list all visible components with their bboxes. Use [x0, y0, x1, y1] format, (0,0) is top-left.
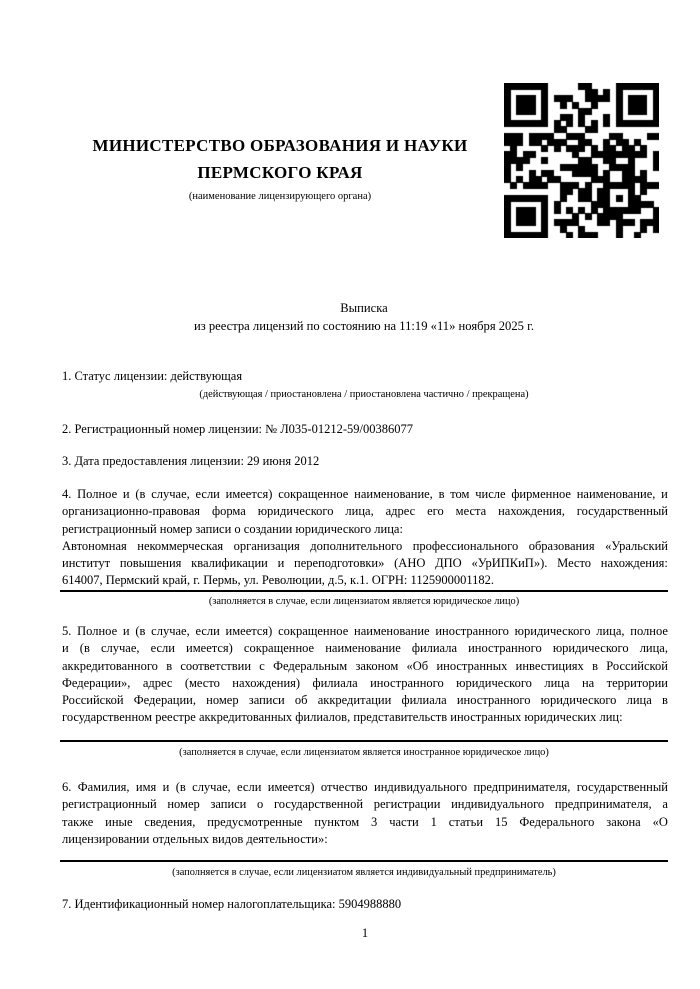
- document-title-line1: Выписка: [340, 301, 388, 315]
- qr-code: [504, 83, 659, 238]
- document-title-line2: из реестра лицензий по состоянию на 11:19 «11» ноября 2025 г.: [193, 318, 534, 333]
- word: если: [195, 487, 220, 501]
- word: 3: [371, 814, 378, 829]
- word: Полное: [77, 624, 118, 638]
- text-line: [62, 779, 668, 796]
- item-6-caption: (заполняется в случае, если лицензиатом является индивидуальный предприниматель): [172, 867, 556, 878]
- word: в: [592, 658, 598, 673]
- word: Федеральным: [273, 658, 348, 673]
- word: «Уральский: [605, 538, 668, 553]
- word: пунктом: [314, 814, 360, 829]
- word: также: [62, 814, 94, 829]
- word: «О: [652, 814, 668, 829]
- answer-underline: [60, 860, 668, 862]
- word: иностранного: [435, 624, 509, 638]
- word: (в: [135, 487, 146, 501]
- word: иностранного: [370, 675, 444, 690]
- word: о: [257, 797, 264, 812]
- word: лица,: [639, 641, 668, 656]
- word: лица: [544, 675, 570, 690]
- word: наименование: [354, 624, 430, 638]
- word: юридического: [540, 693, 617, 708]
- word: и: [661, 487, 668, 501]
- word: и: [277, 556, 285, 571]
- word: наименование,: [354, 487, 433, 501]
- word: имеется): [267, 780, 315, 794]
- word: записи: [210, 797, 247, 812]
- word: на: [581, 675, 595, 690]
- text-line: 1. Статус лицензии: действующая: [62, 369, 243, 383]
- word: лица,: [345, 504, 374, 519]
- word: сокращенное: [278, 487, 349, 501]
- word: ДПО: [435, 556, 462, 571]
- word: соответствии: [180, 658, 252, 673]
- word: дополнительного: [310, 538, 403, 553]
- word: имеется): [186, 641, 233, 656]
- ministry-name-line1: МИНИСТЕРСТВО ОБРАЗОВАНИЯ И НАУКИ: [92, 136, 468, 155]
- item-2-registration-number: [62, 421, 668, 438]
- word: 1: [430, 814, 437, 829]
- word: регистрации: [373, 797, 441, 812]
- word: в: [166, 658, 173, 673]
- word: Федерального: [519, 814, 595, 829]
- word: филиала: [411, 641, 458, 656]
- word: филиала: [401, 693, 447, 708]
- word: законом: [355, 658, 399, 673]
- word: предпринимателя,: [554, 797, 652, 812]
- word: его: [427, 504, 444, 519]
- word: форма: [211, 504, 246, 519]
- word: случае,: [151, 624, 190, 638]
- word: предпринимателя,: [473, 780, 571, 794]
- text-line: регистрационный номер записи о создании юридического лица:: [62, 521, 403, 536]
- word: иностранных: [436, 658, 508, 673]
- word: том: [450, 487, 470, 501]
- text-line: [62, 538, 668, 555]
- text-line: [62, 796, 668, 813]
- word: номер: [206, 693, 239, 708]
- text-line: государственном реестре аккредитованных филиалов, представительств иностранных юридических лиц:: [62, 710, 623, 725]
- word: повышения: [119, 556, 182, 571]
- word: имеется): [225, 487, 273, 501]
- text-line: [62, 692, 668, 709]
- word: квалификации: [191, 556, 268, 571]
- word: организация: [233, 538, 300, 553]
- word: числе: [475, 487, 506, 501]
- text-line: 7. Идентификационный номер налогоплательщика: 5904988880: [62, 897, 402, 911]
- word: государственной: [273, 797, 364, 812]
- word: сокращенное: [243, 641, 315, 656]
- text-line: [62, 555, 668, 572]
- qr-code-image: [504, 83, 659, 238]
- answer-underline: [60, 590, 668, 592]
- word: аккредитованного: [62, 658, 158, 673]
- word: «Об: [406, 658, 429, 673]
- word: статьи: [448, 814, 484, 829]
- item-7-taxpayer-id: [62, 896, 668, 913]
- word: (в: [135, 624, 146, 638]
- word: места: [455, 504, 487, 519]
- word: Место: [557, 556, 592, 571]
- text-line: [62, 814, 668, 831]
- word: закона: [606, 814, 641, 829]
- word: и: [62, 641, 69, 656]
- word: (в: [175, 780, 186, 794]
- item-3-grant-date: [62, 453, 668, 470]
- word: (АНО: [394, 556, 426, 571]
- word: и: [122, 487, 130, 501]
- word: инвестициях: [515, 658, 584, 673]
- word: Фамилия,: [77, 780, 130, 794]
- word: лица,: [596, 624, 625, 638]
- word: об: [294, 693, 308, 708]
- word: записи: [248, 693, 285, 708]
- word: государственный: [576, 780, 668, 794]
- word: случае,: [192, 780, 231, 794]
- word: и: [122, 624, 130, 638]
- word: Федерации,: [133, 693, 196, 708]
- word: лица: [626, 693, 652, 708]
- text-line: 3. Дата предоставления лицензии: 29 июня 2012: [62, 454, 320, 468]
- word: 15: [494, 814, 508, 829]
- item-1-caption: (действующая / приостановлена / приостановлена частично / прекращена): [199, 389, 529, 400]
- word: Российской: [62, 693, 124, 708]
- word: в: [661, 693, 668, 708]
- word: Федерации»,: [62, 675, 131, 690]
- word: наименование,: [576, 487, 656, 501]
- word: если: [195, 624, 220, 638]
- text-line: [62, 675, 668, 692]
- word: наименование: [325, 641, 401, 656]
- text-line: 614007, Пермский край, г. Пермь, ул. Революции, д.5, к.1. ОГРН: 1125900001182.: [62, 573, 494, 588]
- word: нахождения:: [600, 556, 668, 571]
- word: юридического: [552, 641, 629, 656]
- word: территории: [606, 675, 668, 690]
- word: образования: [528, 538, 595, 553]
- text-line: [62, 503, 668, 520]
- word: юридического: [456, 675, 532, 690]
- word: институт: [62, 556, 111, 571]
- word: в: [438, 487, 445, 501]
- word: и: [162, 780, 170, 794]
- word: индивидуального: [374, 780, 468, 794]
- word: случае,: [100, 641, 140, 656]
- word: отчество: [320, 780, 368, 794]
- word: нахождения): [232, 675, 301, 690]
- word: сокращенное: [278, 624, 349, 638]
- item-4-legal-entity: [62, 486, 668, 590]
- word: Полное: [77, 487, 118, 501]
- item-5-caption: (заполняется в случае, если лицензиатом является иностранное юридическое лицо): [179, 747, 549, 758]
- word: аккредитации: [317, 693, 392, 708]
- word: переподготовки»: [294, 556, 385, 571]
- word: (в: [79, 641, 90, 656]
- word: имя: [135, 780, 157, 794]
- text-line: [62, 623, 668, 640]
- word: (место: [184, 675, 220, 690]
- licensing-authority-header: [35, 132, 525, 203]
- word: иностранного: [456, 693, 531, 708]
- word: юридического: [514, 624, 591, 638]
- word: имеется): [225, 624, 273, 638]
- word: Российской: [606, 658, 668, 673]
- authority-caption: (наименование лицензирующего органа): [188, 191, 372, 202]
- text-line: [62, 486, 668, 503]
- item-1-license-status: [62, 368, 668, 385]
- word: 5.: [62, 624, 72, 638]
- word: регистрационный: [62, 797, 157, 812]
- word: части: [389, 814, 419, 829]
- item-5-foreign-entity: [62, 623, 668, 727]
- word: организационно-правовая: [62, 504, 201, 519]
- word: Автономная: [62, 538, 127, 553]
- word: государственный: [576, 504, 668, 519]
- word: случае,: [151, 487, 190, 501]
- word: филиала: [312, 675, 358, 690]
- text-line: [62, 640, 668, 657]
- text-line: [62, 658, 668, 675]
- word: с: [259, 658, 265, 673]
- word: сведения,: [144, 814, 196, 829]
- word: если: [150, 641, 175, 656]
- word: предусмотренные: [207, 814, 303, 829]
- item-6-individual-entrepreneur: [62, 779, 668, 848]
- word: а: [662, 797, 668, 812]
- word: индивидуального: [451, 797, 545, 812]
- word: иные: [105, 814, 133, 829]
- word: адрес: [142, 675, 173, 690]
- answer-underline: [60, 740, 668, 742]
- text-line: лицензировании отдельных видов деятельности»:: [62, 831, 328, 846]
- word: 6.: [62, 780, 72, 794]
- item-4-caption: (заполняется в случае, если лицензиатом является юридическое лицо): [208, 596, 520, 607]
- word: номер: [167, 797, 200, 812]
- ministry-name-line2: ПЕРМСКОГО КРАЯ: [197, 163, 363, 182]
- word: 4.: [62, 487, 72, 501]
- word: фирменное: [511, 487, 571, 501]
- document-title: [60, 300, 668, 335]
- word: «УрИПКиП»).: [471, 556, 548, 571]
- text-line: 2. Регистрационный номер лицензии: № Л035-01212-59/00386077: [62, 422, 413, 436]
- page-number: 1: [361, 926, 369, 940]
- word: юридического: [257, 504, 334, 519]
- word: нахождения,: [498, 504, 565, 519]
- word: профессионального: [412, 538, 519, 553]
- word: если: [237, 780, 262, 794]
- word: некоммерческая: [137, 538, 224, 553]
- word: полное: [630, 624, 668, 638]
- word: адрес: [385, 504, 416, 519]
- word: иностранного: [468, 641, 542, 656]
